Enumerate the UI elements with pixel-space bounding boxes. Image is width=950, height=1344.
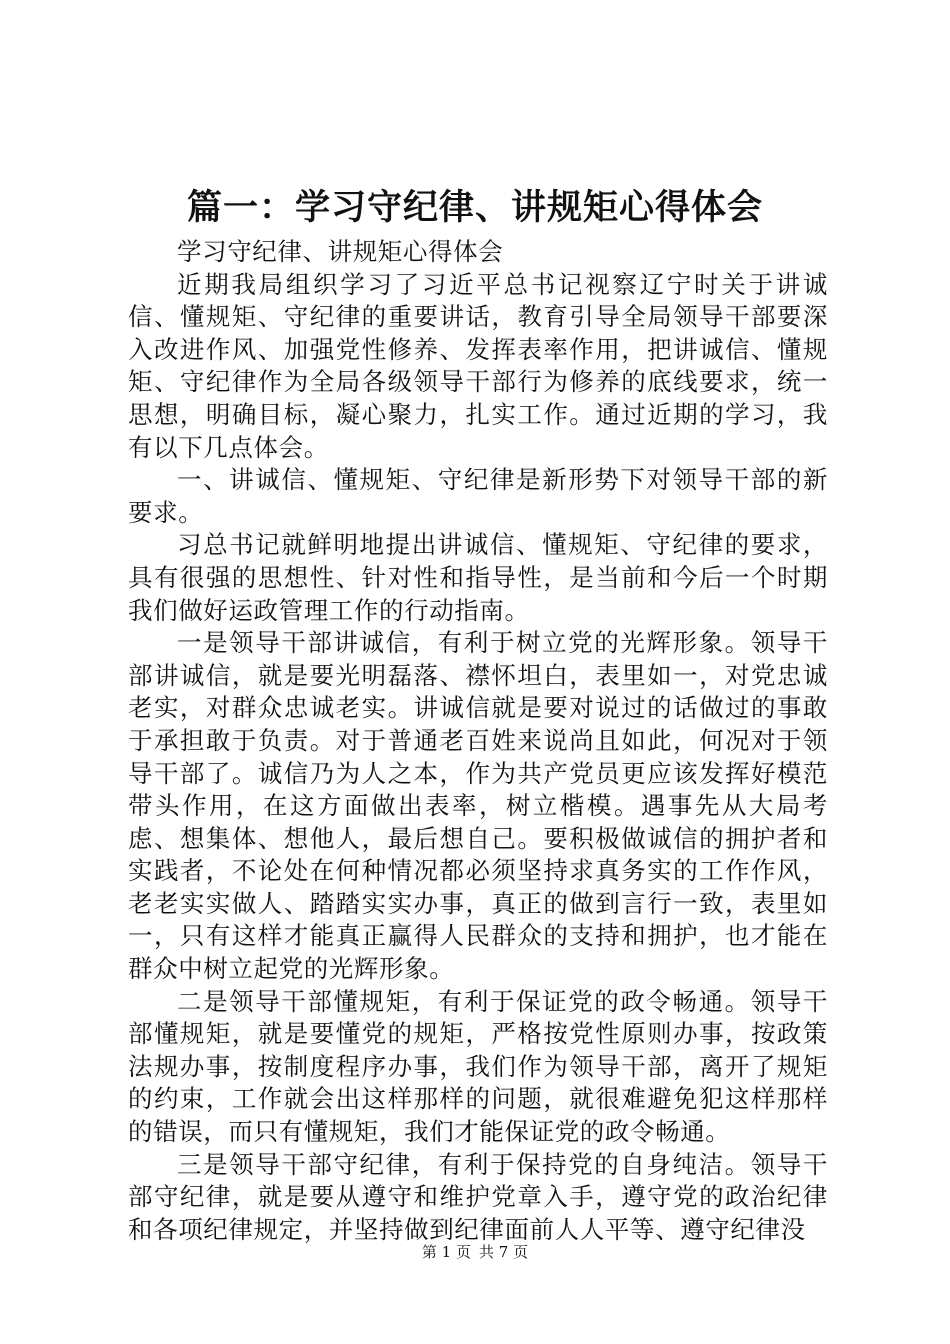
- point-one-paragraph: 一是领导干部讲诚信，有利于树立党的光辉形象。领导干部讲诚信，就是要光明磊落、襟怀坦白，表里如一，对党忠诚老实，对群众忠诚老实。讲诚信就是要对说过的话做过的事敢于承担敢于负责。对于普通老百姓来说尚且如此，何况对于领导干部了。诚信乃为人之本，作为共产党员更应该发挥好模范带头作用，在这方面做出表率，树立楷模。遇事先从大局考虑、想集体、想他人，最后想自己。要积极做诚信的拥护者和实践者，不论处在何种情况都必须坚持求真务实的工作作风，老老实实做人、踏踏实实办事，真正的做到言行一致，表里如一，只有这样才能真正赢得人民群众的支持和拥护，也才能在群众中树立起党的光辉形象。: [128, 628, 828, 984]
- section-heading-paragraph: 一、讲诚信、懂规矩、守纪律是新形势下对领导干部的新要求。: [128, 465, 828, 527]
- document-title: 篇一：学习守纪律、讲规矩心得体会: [186, 187, 763, 228]
- page-total: 共 7 页: [479, 1243, 529, 1261]
- point-two-paragraph: 二是领导干部懂规矩，有利于保证党的政令畅通。领导干部懂规矩，就是要懂党的规矩，严格按党性原则办事，按政策法规办事，按制度程序办事，我们作为领导干部，离开了规矩的约束，工作就会出这样那样的问题，就很难避免犯这样那样的错误，而只有懂规矩，我们才能保证党的政令畅通。: [128, 986, 828, 1147]
- intro-paragraph: 近期我局组织学习了习近平总书记视察辽宁时关于讲诚信、懂规矩、守纪律的重要讲话，教育引导全局领导干部要深入改进作风、加强党性修养、发挥表率作用，把讲诚信、懂规矩、守纪律作为全局各级领导干部行为修养的底线要求，统一思想，明确目标，凝心聚力，扎实工作。通过近期的学习，我有以下几点体会。: [128, 269, 828, 462]
- document-body: [128, 236, 828, 1246]
- body-paragraph: 习总书记就鲜明地提出讲诚信、懂规矩、守纪律的要求，具有很强的思想性、针对性和指导性，是当前和今后一个时期我们做好运政管理工作的行动指南。: [128, 530, 828, 625]
- point-three-paragraph: 三是领导干部守纪律，有利于保持党的自身纯洁。领导干部守纪律，就是要从遵守和维护党章入手，遵守党的政治纪律和各项纪律规定，并坚持做到纪律面前人人平等、遵守纪律没: [128, 1149, 828, 1244]
- page-number: 第 1 页: [421, 1243, 471, 1261]
- subtitle-paragraph: 学习守纪律、讲规矩心得体会: [177, 237, 504, 266]
- page-footer: [0, 1242, 950, 1262]
